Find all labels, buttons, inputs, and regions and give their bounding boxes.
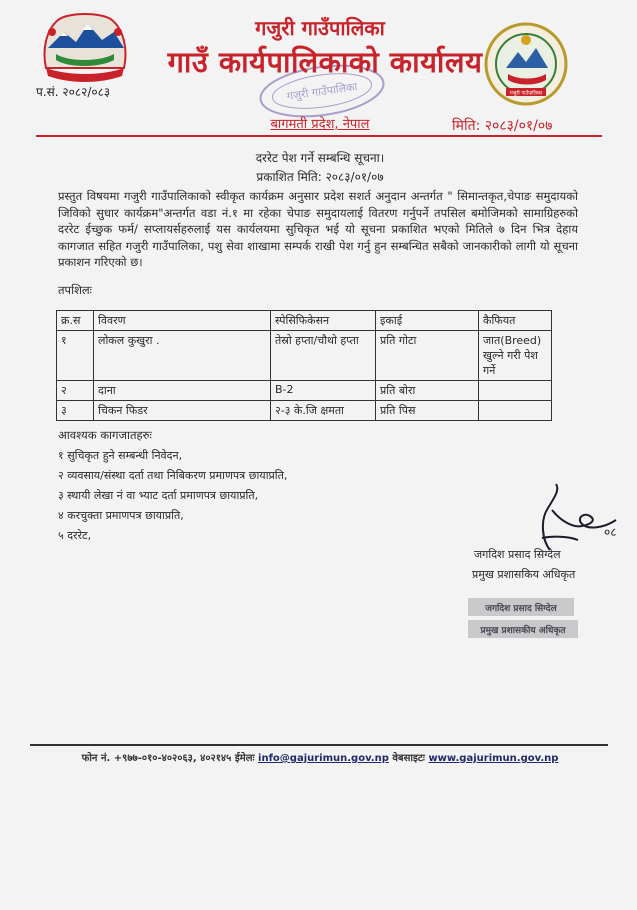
required-documents-title: आवश्यक कागजातहरुः [58,428,152,442]
reference-number: प.सं. २०८२/०८३ [36,85,111,99]
document-item: ५ दररेट, [58,529,92,542]
table-row [57,401,552,421]
footer-divider [30,744,608,746]
header-unit: इकाई [376,311,479,331]
office-title: गाउँ कार्यपालिकाको कार्यालय [167,45,483,79]
stamp-text: गजुरी गाउँपालिका [286,80,359,103]
document-item: ४ करचुक्ता प्रमाणपत्र छायाप्रति, [58,509,184,522]
footer-website-link[interactable]: www.gajurimun.gov.np [428,753,559,764]
cell-description: दाना [94,381,271,401]
header-divider [36,135,602,137]
cell-sn: १ [57,331,94,381]
signatory-title: प्रमुख प्रशासकिय अधिकृत [472,568,576,581]
province-line: बागमती प्रदेश, नेपाल [270,117,370,132]
footer-web-label: वेबसाइटः [392,753,425,764]
cell-specification: B-2 [271,381,376,401]
date-label: मिति: [452,118,481,134]
document-item: ३ स्थायी लेखा नं वा भ्याट दर्ता प्रमाणपत्र छायाप्रति, [58,489,259,502]
cell-remarks [479,381,552,401]
table-row [57,381,552,401]
document-item: १ सुचिकृत हुने सम्बन्धी निवेदन, [58,449,183,462]
cell-remarks: जात(Breed) खुल्ने गरी पेश गर्ने [479,331,552,381]
cell-unit: प्रति गोटा [376,331,479,381]
stamp-title: प्रमुख प्रशासकीय अधिकृत [480,626,566,636]
cell-specification: २-३ के.जि क्षमता [271,401,376,421]
cell-unit: प्रति पिस [376,401,479,421]
cell-description: लोकल कुखुरा . [94,331,271,381]
header-sn: क्र.स [57,311,94,331]
header-description: विवरण [94,311,271,331]
cell-sn: ३ [57,401,94,421]
date-value: २०८३/०१/०७ [484,118,553,134]
cell-remarks [479,401,552,421]
footer-email-label: ईमेलः [234,753,255,764]
cell-description: चिकन फिडर [94,401,271,421]
footer-email-link[interactable]: info@gajurimun.gov.np [258,753,389,764]
stamp-name: जगदिश प्रसाद सिग्देल [485,604,557,614]
cell-specification: तेस्रो हप्ता/चौथो हप्ता [271,331,376,381]
header-remarks: कैफियत [479,311,552,331]
published-date: प्रकाशित मिति: २०८३/०१/०७ [256,170,384,184]
document-item: २ व्यवसाय/संस्था दर्ता तथा निबिकरण प्रमाणपत्र छायाप्रति, [58,469,288,482]
cell-sn: २ [57,381,94,401]
table-row [57,331,552,381]
signatory-name: जगदिश प्रसाद सिग्देल [474,548,561,561]
logo-ribbon-text: गजुरी गाउँपालिका [509,90,543,97]
cell-unit: प्रति बोरा [376,381,479,401]
items-table [56,310,552,421]
letter-date [452,116,552,135]
table-header-row [57,311,552,331]
details-label: तपशिलः [58,283,93,297]
footer-contact [50,750,590,764]
notice-title: दररेट पेश गर्ने सम्बन्धि सूचना। [255,151,385,165]
notice-body: प्रस्तुत विषयमा गजुरी गाउँपालिकाको स्वीकृत कार्यक्रम अनुसार प्रदेश सशर्त अनुदान अन्तर्गत " सिमान्तकृत,चेपाङ समुदायको जिविको सुधार कार्यक्रम"अन्तर्गत वडा नं.१ मा रहेका चेपाङ समुदायलाई वितरण गर्नुपर्ने तपसिल बमोजिमको सामाग्रिहरुको दररेट ईच्छुक फर्म/ सप्लायर्सहरुलाई यस कार्यलयमा सुचिकृत भई यो सूचना प्रकाशित भएको मितिले ७ दिन भित्र देहाय कागजात सहित गजुरी गाउँपालिका, पशु सेवा शाखामा सम्पर्क राखी पेश गर्नु हुन सम्बन्धित सबैको जानकारीको लागी यो सूचना प्रकाशन गरिएको छ। [58,189,578,269]
footer-phone: फोन नं. +९७७-०१०-४०२०६३, ४०२१४५ [81,753,232,764]
header-specification: स्पेसिफिकेसन [271,311,376,331]
signature-number: ०८ [604,525,617,539]
nepal-emblem-icon [38,10,132,84]
municipality-name: गजुरी गाउँपालिका [255,16,385,40]
signatory-stamp [464,590,582,644]
